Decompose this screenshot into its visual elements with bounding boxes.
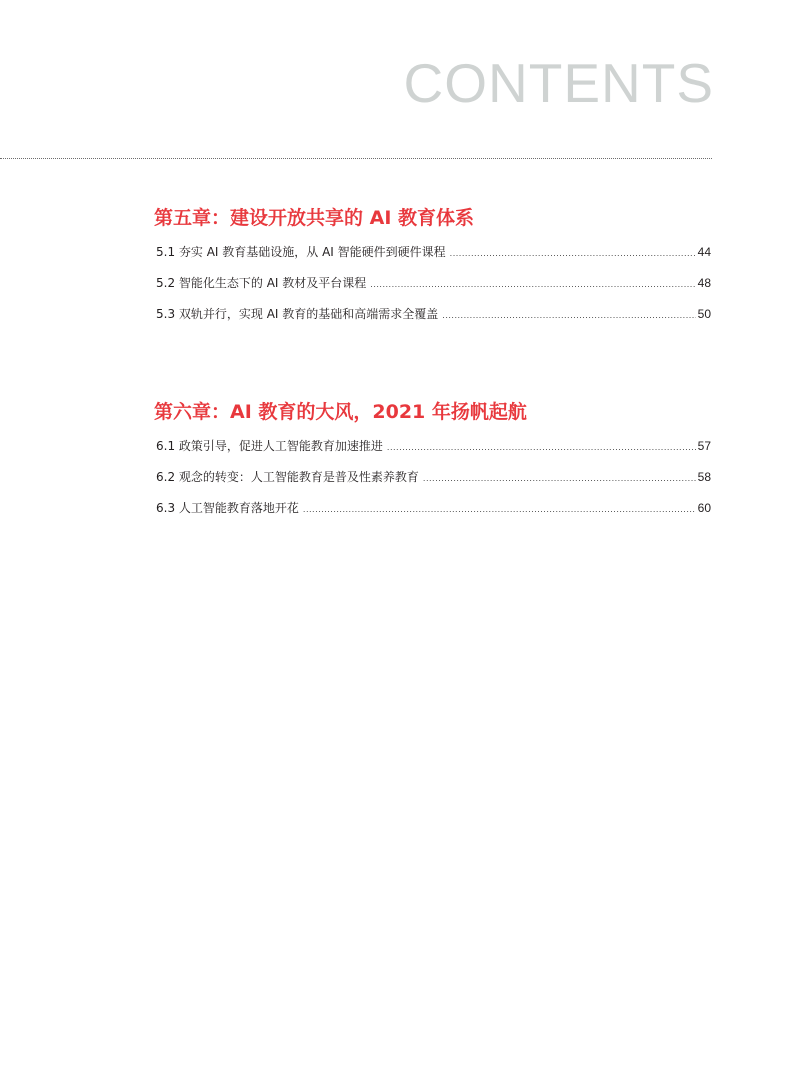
toc-page-number: 48 (697, 276, 711, 290)
dotted-divider (0, 158, 712, 159)
toc-page-number: 58 (697, 470, 711, 484)
toc-entry-label: 5.1 夯实 AI 教育基础设施，从 AI 智能硬件到硬件课程 (156, 245, 446, 259)
toc-entry-6-3[interactable] (156, 499, 711, 530)
toc-entry-label: 6.3 人工智能教育落地开花 (156, 501, 299, 515)
toc-page-number: 57 (697, 439, 711, 453)
toc-entry-label: 6.1 政策引导，促进人工智能教育加速推进 (156, 439, 383, 453)
toc-page-number: 50 (697, 307, 711, 321)
chapter-6-section (156, 398, 711, 530)
dot-leader (370, 280, 695, 289)
toc-entry-label: 5.2 智能化生态下的 AI 教材及平台课程 (156, 276, 367, 290)
toc-entry-label: 6.2 观念的转变：人工智能教育是普及性素养教育 (156, 470, 419, 484)
toc-entry-6-2[interactable] (156, 468, 711, 499)
toc-page-number: 44 (697, 245, 711, 259)
toc-entry-6-1[interactable] (156, 437, 711, 468)
contents-title: CONTENTS (403, 52, 714, 114)
dot-leader (423, 474, 696, 483)
dot-leader (387, 443, 696, 452)
toc-entry-5-3[interactable] (156, 305, 711, 336)
chapter-5-heading[interactable]: 第五章：建设开放共享的 AI 教育体系 (154, 207, 475, 229)
toc-page-number: 60 (697, 501, 711, 515)
toc-entry-label: 5.3 双轨并行，实现 AI 教育的基础和高端需求全覆盖 (156, 307, 439, 321)
chapter-5-section (156, 204, 711, 336)
dot-leader (303, 505, 696, 514)
toc-entry-5-2[interactable] (156, 274, 711, 305)
dot-leader (450, 249, 696, 258)
dot-leader (442, 311, 695, 320)
toc-entry-5-1[interactable] (156, 243, 711, 274)
chapter-6-heading[interactable]: 第六章：AI 教育的大风，2021 年扬帆起航 (154, 401, 527, 423)
